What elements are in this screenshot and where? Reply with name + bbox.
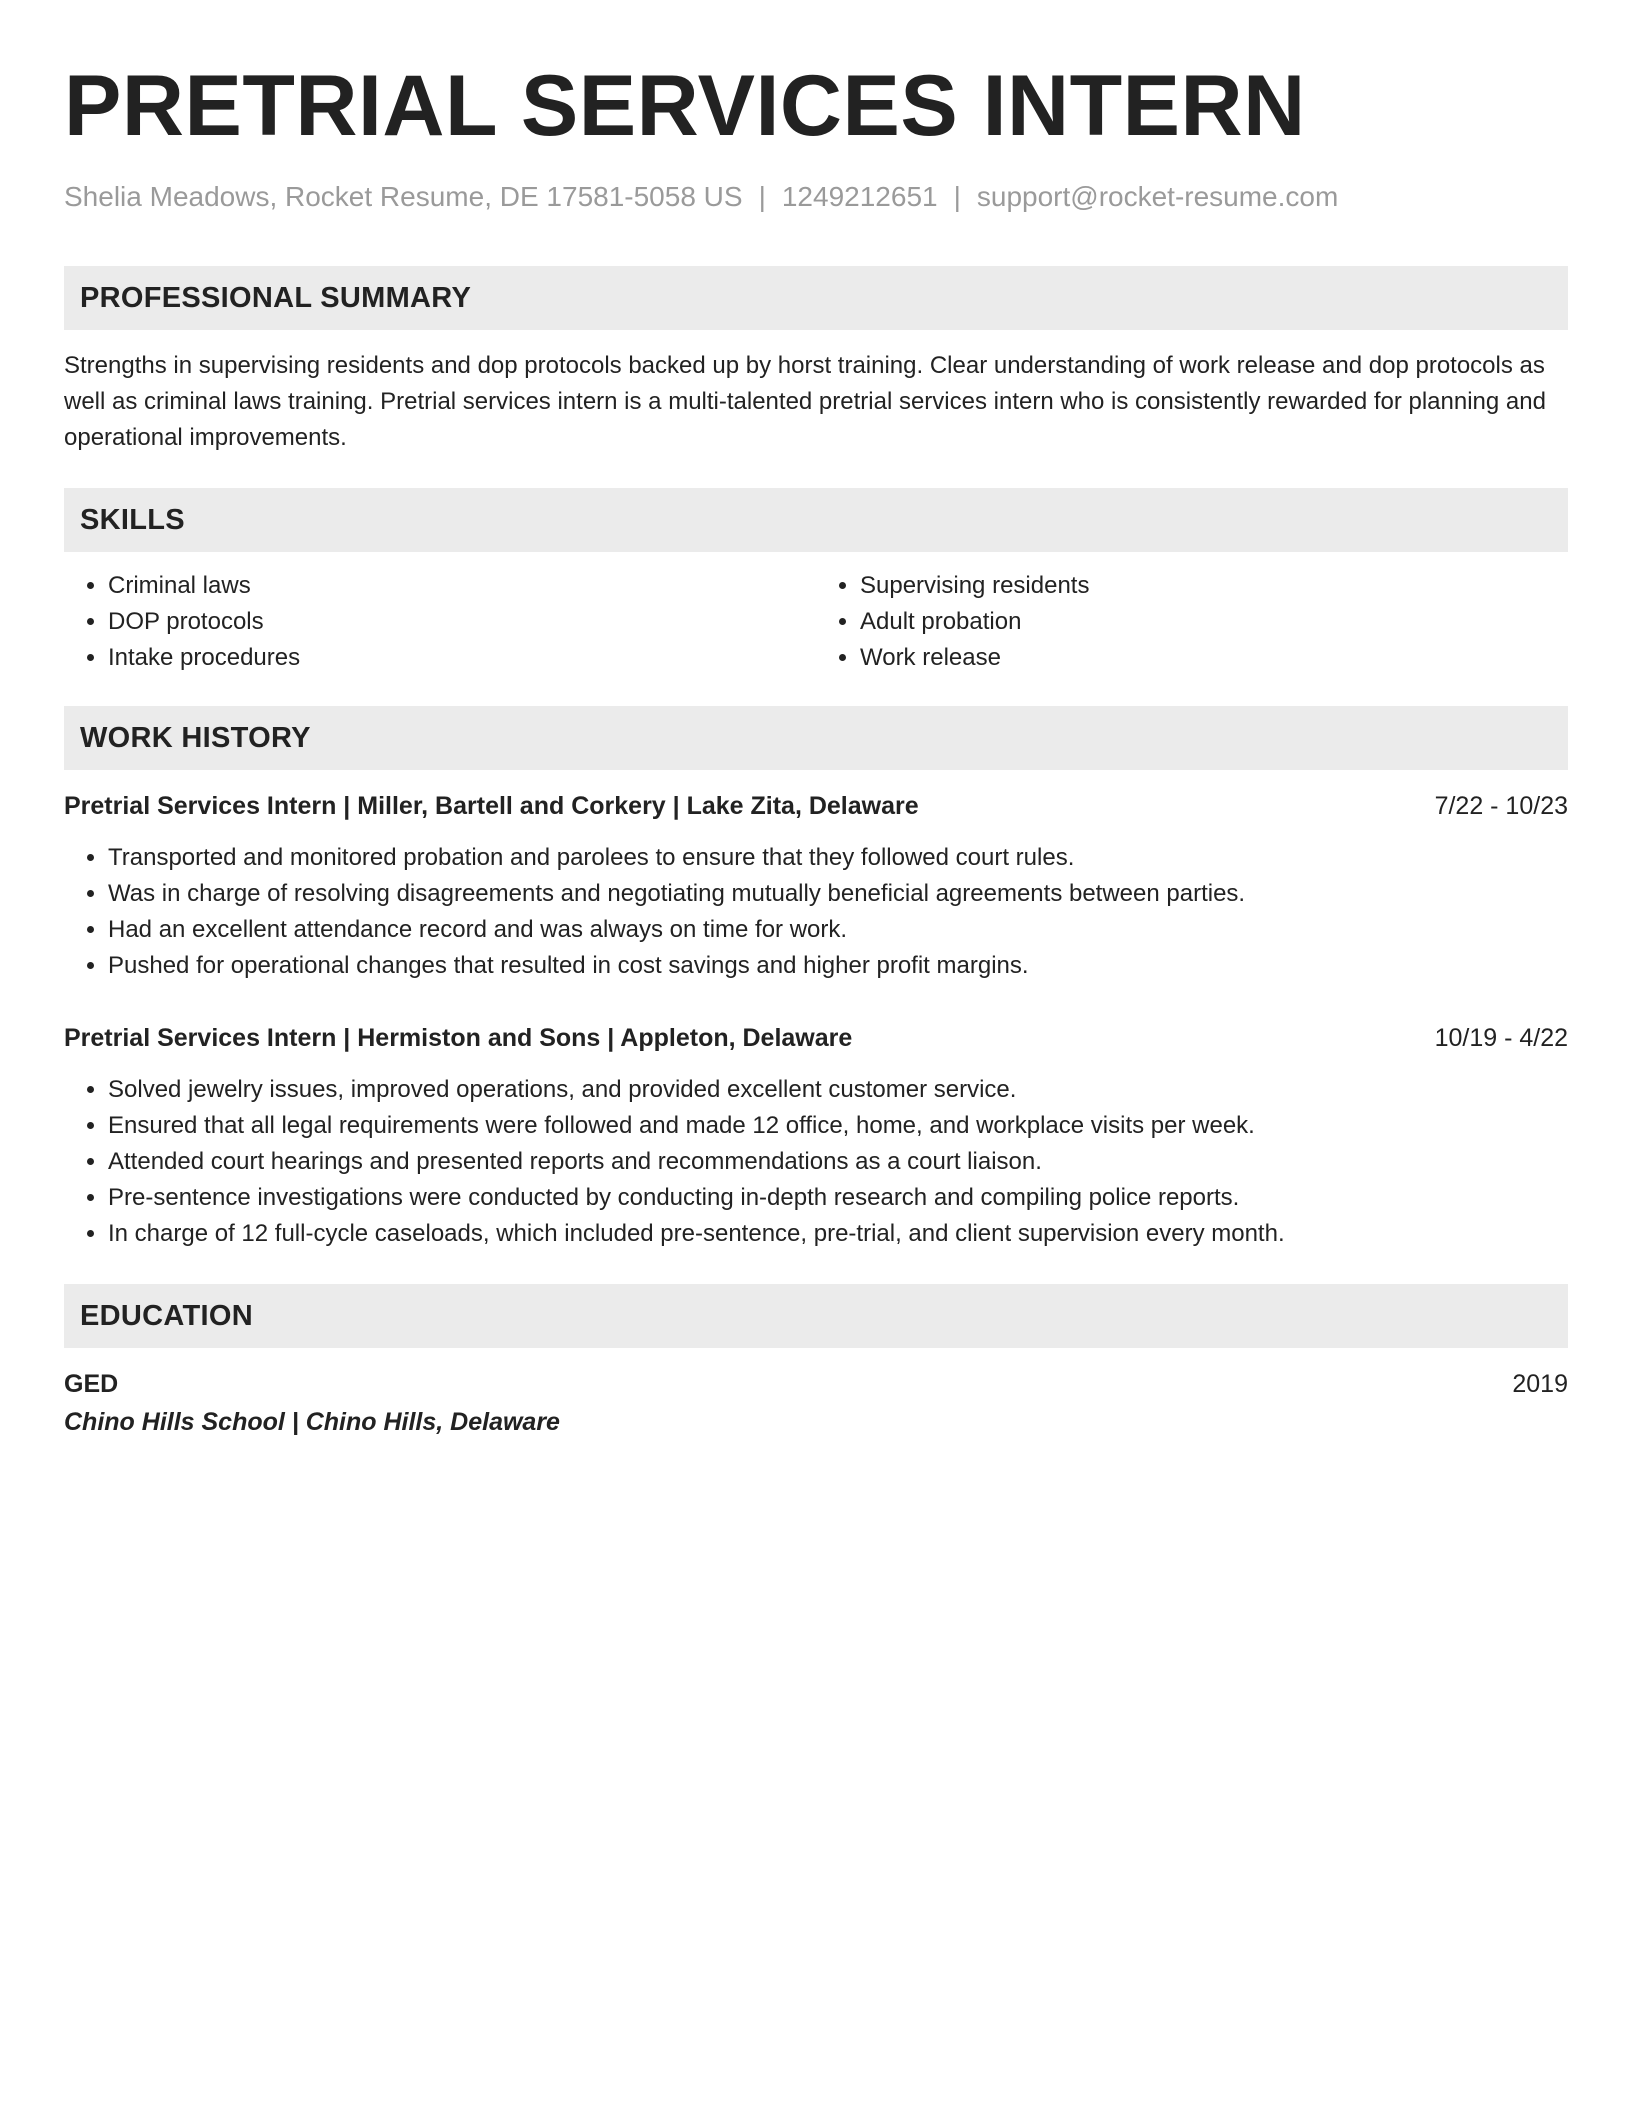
job-bullet: • Attended court hearings and presented reports and recommendations as a court liaison. xyxy=(108,1144,1568,1180)
skills-grid xyxy=(64,568,1568,676)
skills-list-left xyxy=(64,568,816,676)
job-dates: 7/22 - 10/23 xyxy=(1434,792,1568,820)
job-header xyxy=(64,1020,1568,1056)
skill-item: • DOP protocols xyxy=(108,604,816,640)
section-heading: WORK HISTORY xyxy=(80,721,311,754)
job-bullet: • Transported and monitored probation and parolees to ensure that they followed court rules. xyxy=(108,840,1568,876)
job-dates: 10/19 - 4/22 xyxy=(1434,1024,1568,1052)
professional-summary-section xyxy=(64,266,1568,456)
job-bullets xyxy=(64,840,1568,984)
job-bullet: • Ensured that all legal requirements were followed and made 12 office, home, and workplace visits per week. xyxy=(108,1108,1568,1144)
education-degree: GED xyxy=(64,1370,119,1398)
section-heading: SKILLS xyxy=(80,503,185,536)
contact-email: support@rocket-resume.com xyxy=(976,181,1339,212)
section-header-summary xyxy=(64,266,1568,330)
job-entry xyxy=(64,788,1568,984)
skills-list-right xyxy=(816,568,1568,676)
education-year: 2019 xyxy=(1512,1370,1568,1398)
section-heading: EDUCATION xyxy=(80,1299,253,1332)
job-bullet: • In charge of 12 full-cycle caseloads, which included pre-sentence, pre-trial, and client supervision every month. xyxy=(108,1216,1568,1252)
job-bullet: • Solved jewelry issues, improved operations, and provided excellent customer service. xyxy=(108,1072,1568,1108)
skills-section xyxy=(64,488,1568,676)
job-entry xyxy=(64,1020,1568,1252)
section-header-skills xyxy=(64,488,1568,552)
resume-title: PRETRIAL SERVICES INTERN xyxy=(64,58,1306,154)
work-history-section xyxy=(64,706,1568,1252)
skill-item: • Work release xyxy=(860,640,1568,676)
skill-item: • Criminal laws xyxy=(108,568,816,604)
job-bullet: • Pre-sentence investigations were conducted by conducting in-depth research and compiling police reports. xyxy=(108,1180,1568,1216)
skill-item: • Supervising residents xyxy=(860,568,1568,604)
education-header xyxy=(64,1366,1568,1402)
contact-separator: | xyxy=(953,181,961,212)
contact-address: Shelia Meadows, Rocket Resume, DE 17581-5058 US xyxy=(64,181,743,212)
job-bullets xyxy=(64,1072,1568,1252)
education-section xyxy=(64,1284,1568,1442)
job-bullet: • Had an excellent attendance record and was always on time for work. xyxy=(108,912,1568,948)
job-header xyxy=(64,788,1568,824)
skill-item: • Adult probation xyxy=(860,604,1568,640)
job-bullet: • Pushed for operational changes that resulted in cost savings and higher profit margins. xyxy=(108,948,1568,984)
skill-item: • Intake procedures xyxy=(108,640,816,676)
contact-line xyxy=(64,180,1568,214)
contact-phone: 1249212651 xyxy=(781,181,938,212)
contact-separator: | xyxy=(758,181,766,212)
summary-text: Strengths in supervising residents and dop protocols backed up by horst training. Clear understanding of work release and dop protocols as well as criminal laws training. Pretrial services intern is a multi-talented pretrial services intern who is consistently rewarded for planning and operational improvements. xyxy=(64,352,1546,451)
job-bullet: • Was in charge of resolving disagreements and negotiating mutually beneficial agreements between parties. xyxy=(108,876,1568,912)
job-title: Pretrial Services Intern | Hermiston and Sons | Appleton, Delaware xyxy=(64,1024,853,1052)
section-heading: PROFESSIONAL SUMMARY xyxy=(80,281,472,314)
education-school: Chino Hills School | Chino Hills, Delaware xyxy=(64,1408,560,1436)
section-header-work xyxy=(64,706,1568,770)
section-header-education xyxy=(64,1284,1568,1348)
job-title: Pretrial Services Intern | Miller, Bartell and Corkery | Lake Zita, Delaware xyxy=(64,792,919,820)
